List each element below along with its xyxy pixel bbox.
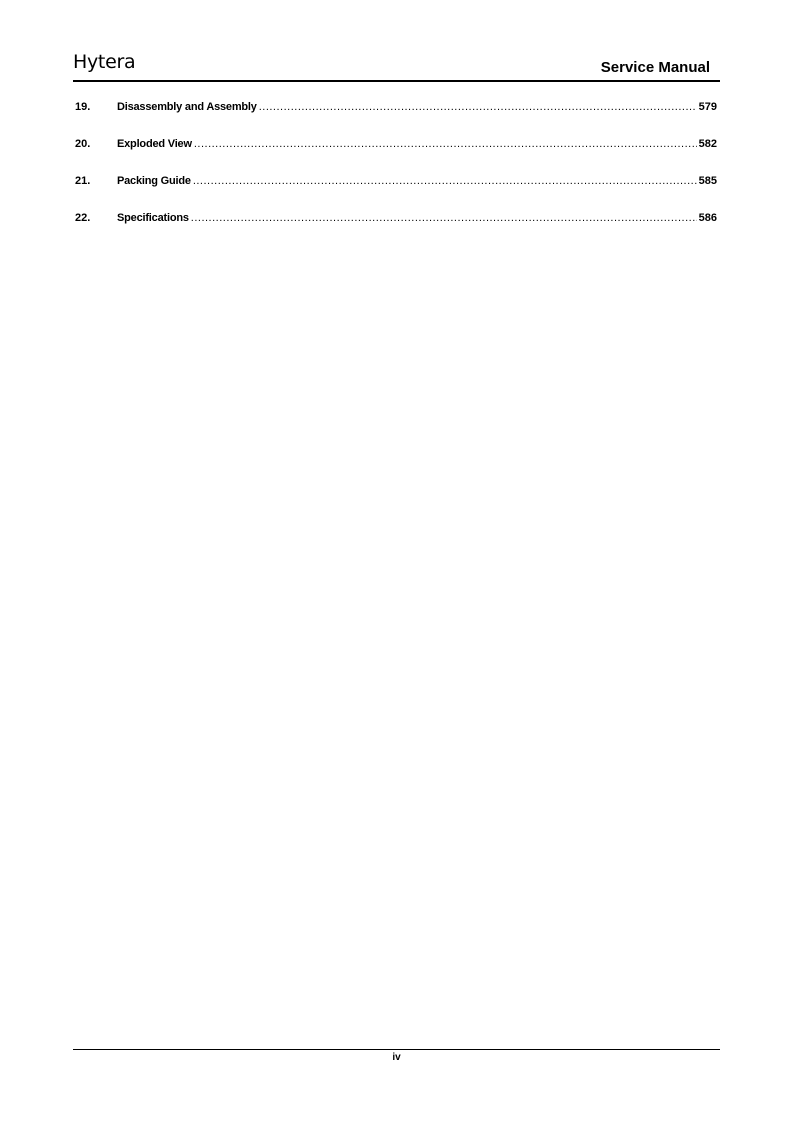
toc-entry-page[interactable]: 585 bbox=[698, 175, 717, 187]
toc-entry-number: 21. bbox=[75, 175, 91, 187]
toc-entry-line bbox=[117, 136, 717, 152]
footer-divider bbox=[73, 1049, 720, 1050]
toc-entry-title[interactable]: Specifications bbox=[117, 212, 189, 224]
toc-entry-line bbox=[117, 210, 717, 226]
page-number: iv bbox=[392, 1052, 401, 1063]
toc-entry-page[interactable]: 586 bbox=[698, 212, 717, 224]
dot-leader bbox=[193, 173, 697, 189]
toc-entry-title[interactable]: Packing Guide bbox=[117, 175, 191, 187]
table-of-contents bbox=[75, 99, 717, 247]
toc-entry[interactable] bbox=[75, 173, 717, 210]
toc-entry-number: 20. bbox=[75, 138, 91, 150]
toc-entry-number: 19. bbox=[75, 101, 91, 113]
dot-leader bbox=[259, 99, 697, 115]
toc-entry-page[interactable]: 579 bbox=[698, 101, 717, 113]
toc-entry-page[interactable]: 582 bbox=[698, 138, 717, 150]
brand-logo: Hytera bbox=[73, 51, 136, 73]
toc-entry[interactable] bbox=[75, 136, 717, 173]
toc-entry[interactable] bbox=[75, 210, 717, 247]
dot-leader bbox=[191, 210, 697, 226]
toc-entry-line bbox=[117, 173, 717, 189]
dot-leader bbox=[194, 136, 697, 152]
toc-entry-line bbox=[117, 99, 717, 115]
toc-entry-title[interactable]: Disassembly and Assembly bbox=[117, 101, 257, 113]
toc-entry[interactable] bbox=[75, 99, 717, 136]
page-header bbox=[73, 50, 720, 82]
document-title: Service Manual bbox=[600, 59, 710, 76]
toc-entry-title[interactable]: Exploded View bbox=[117, 138, 192, 150]
toc-entry-number: 22. bbox=[75, 212, 91, 224]
